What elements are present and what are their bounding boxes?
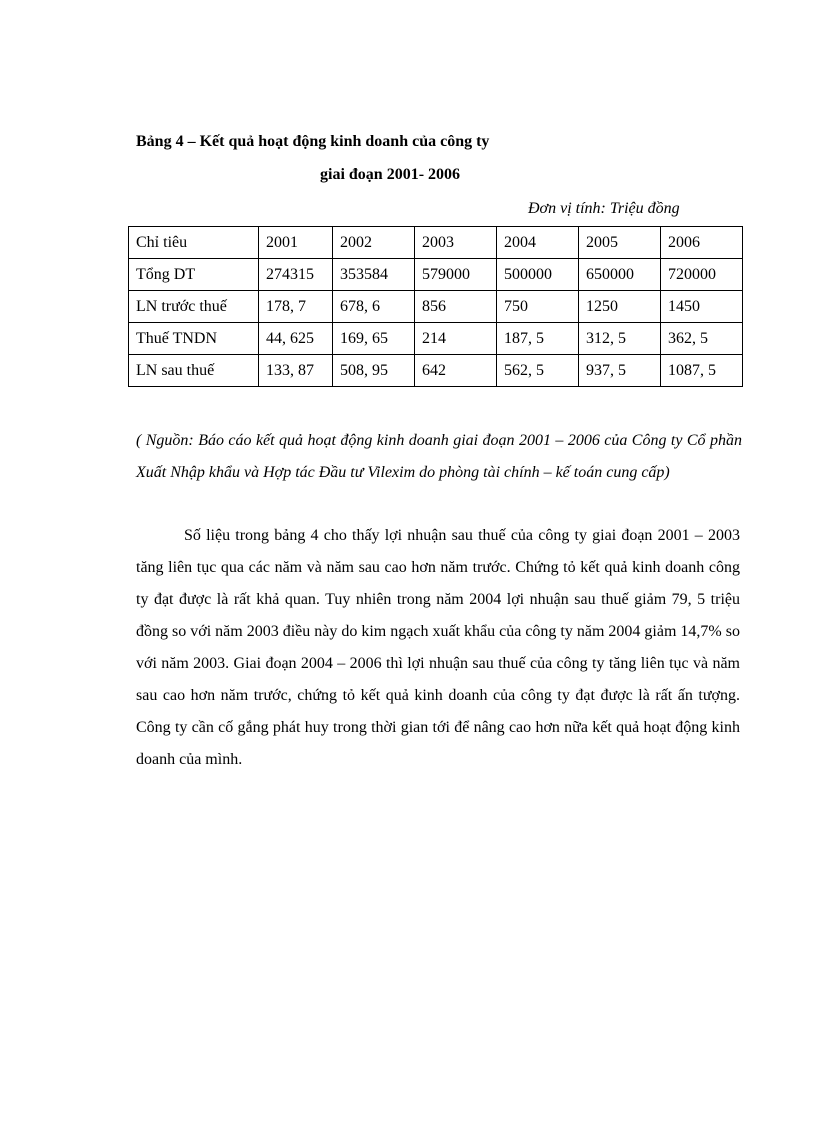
header-cell: 2006 xyxy=(661,227,743,259)
header-cell: 2005 xyxy=(579,227,661,259)
table-row xyxy=(129,355,743,387)
table-cell: 508, 95 xyxy=(333,355,415,387)
table-row xyxy=(129,323,743,355)
table-title: Bảng 4 – Kết quả hoạt động kinh doanh của công ty xyxy=(136,133,490,150)
table-cell: 187, 5 xyxy=(497,323,579,355)
table-cell: 500000 xyxy=(497,259,579,291)
row-label: Tổng DT xyxy=(129,259,259,291)
table-cell: 1087, 5 xyxy=(661,355,743,387)
unit-note: Đơn vị tính: Triệu đồng xyxy=(528,200,680,217)
table-cell: 642 xyxy=(415,355,497,387)
table-cell: 720000 xyxy=(661,259,743,291)
table-cell: 1450 xyxy=(661,291,743,323)
table-cell: 44, 625 xyxy=(259,323,333,355)
row-label: LN trước thuế xyxy=(129,291,259,323)
table-cell: 362, 5 xyxy=(661,323,743,355)
table-cell: 856 xyxy=(415,291,497,323)
table-row xyxy=(129,259,743,291)
table-header-row xyxy=(129,227,743,259)
table-cell: 214 xyxy=(415,323,497,355)
table-cell: 650000 xyxy=(579,259,661,291)
table-cell: 169, 65 xyxy=(333,323,415,355)
table-cell: 750 xyxy=(497,291,579,323)
header-cell: 2004 xyxy=(497,227,579,259)
table-cell: 937, 5 xyxy=(579,355,661,387)
table-cell: 678, 6 xyxy=(333,291,415,323)
table-cell: 562, 5 xyxy=(497,355,579,387)
header-cell: Chỉ tiêu xyxy=(129,227,259,259)
table-row xyxy=(129,291,743,323)
results-table xyxy=(128,226,743,387)
table-cell: 1250 xyxy=(579,291,661,323)
table-cell: 579000 xyxy=(415,259,497,291)
table-cell: 274315 xyxy=(259,259,333,291)
table-cell: 178, 7 xyxy=(259,291,333,323)
table-subtitle: giai đoạn 2001- 2006 xyxy=(320,166,461,183)
header-cell: 2002 xyxy=(333,227,415,259)
table-cell: 133, 87 xyxy=(259,355,333,387)
source-note: ( Nguồn: Báo cáo kết quả hoạt động kinh doanh giai đoạn 2001 – 2006 của Công ty Cổ phần Xuất Nhập khẩu và Hợp tác Đầu tư Vilexim do phòng tài chính – kế toán cung cấp) xyxy=(136,432,742,481)
body-paragraph: Số liệu trong bảng 4 cho thấy lợi nhuận sau thuế của công ty giai đoạn 2001 – 2003 tăng liên tục qua các năm và năm sau cao hơn năm trước. Chứng tỏ kết quả kinh doanh công ty đạt được là rất khả quan. Tuy nhiên trong năm 2004 lợi nhuận sau thuế giảm 79, 5 triệu đồng so với năm 2003 điều này do kim ngạch xuất khẩu của công ty năm 2004 giảm 14,7% so với năm 2003. Giai đoạn 2004 – 2006 thì lợi nhuận sau thuế của công ty tăng liên tục và năm sau cao hơn năm trước, chứng tỏ kết quả kinh doanh của công ty đạt được là rất ấn tượng. Công ty cần cố gắng phát huy trong thời gian tới để nâng cao hơn nữa kết quả hoạt động kinh doanh của mình. xyxy=(136,527,740,768)
header-cell: 2003 xyxy=(415,227,497,259)
table-cell: 353584 xyxy=(333,259,415,291)
header-cell: 2001 xyxy=(259,227,333,259)
table-cell: 312, 5 xyxy=(579,323,661,355)
row-label: LN sau thuế xyxy=(129,355,259,387)
row-label: Thuế TNDN xyxy=(129,323,259,355)
